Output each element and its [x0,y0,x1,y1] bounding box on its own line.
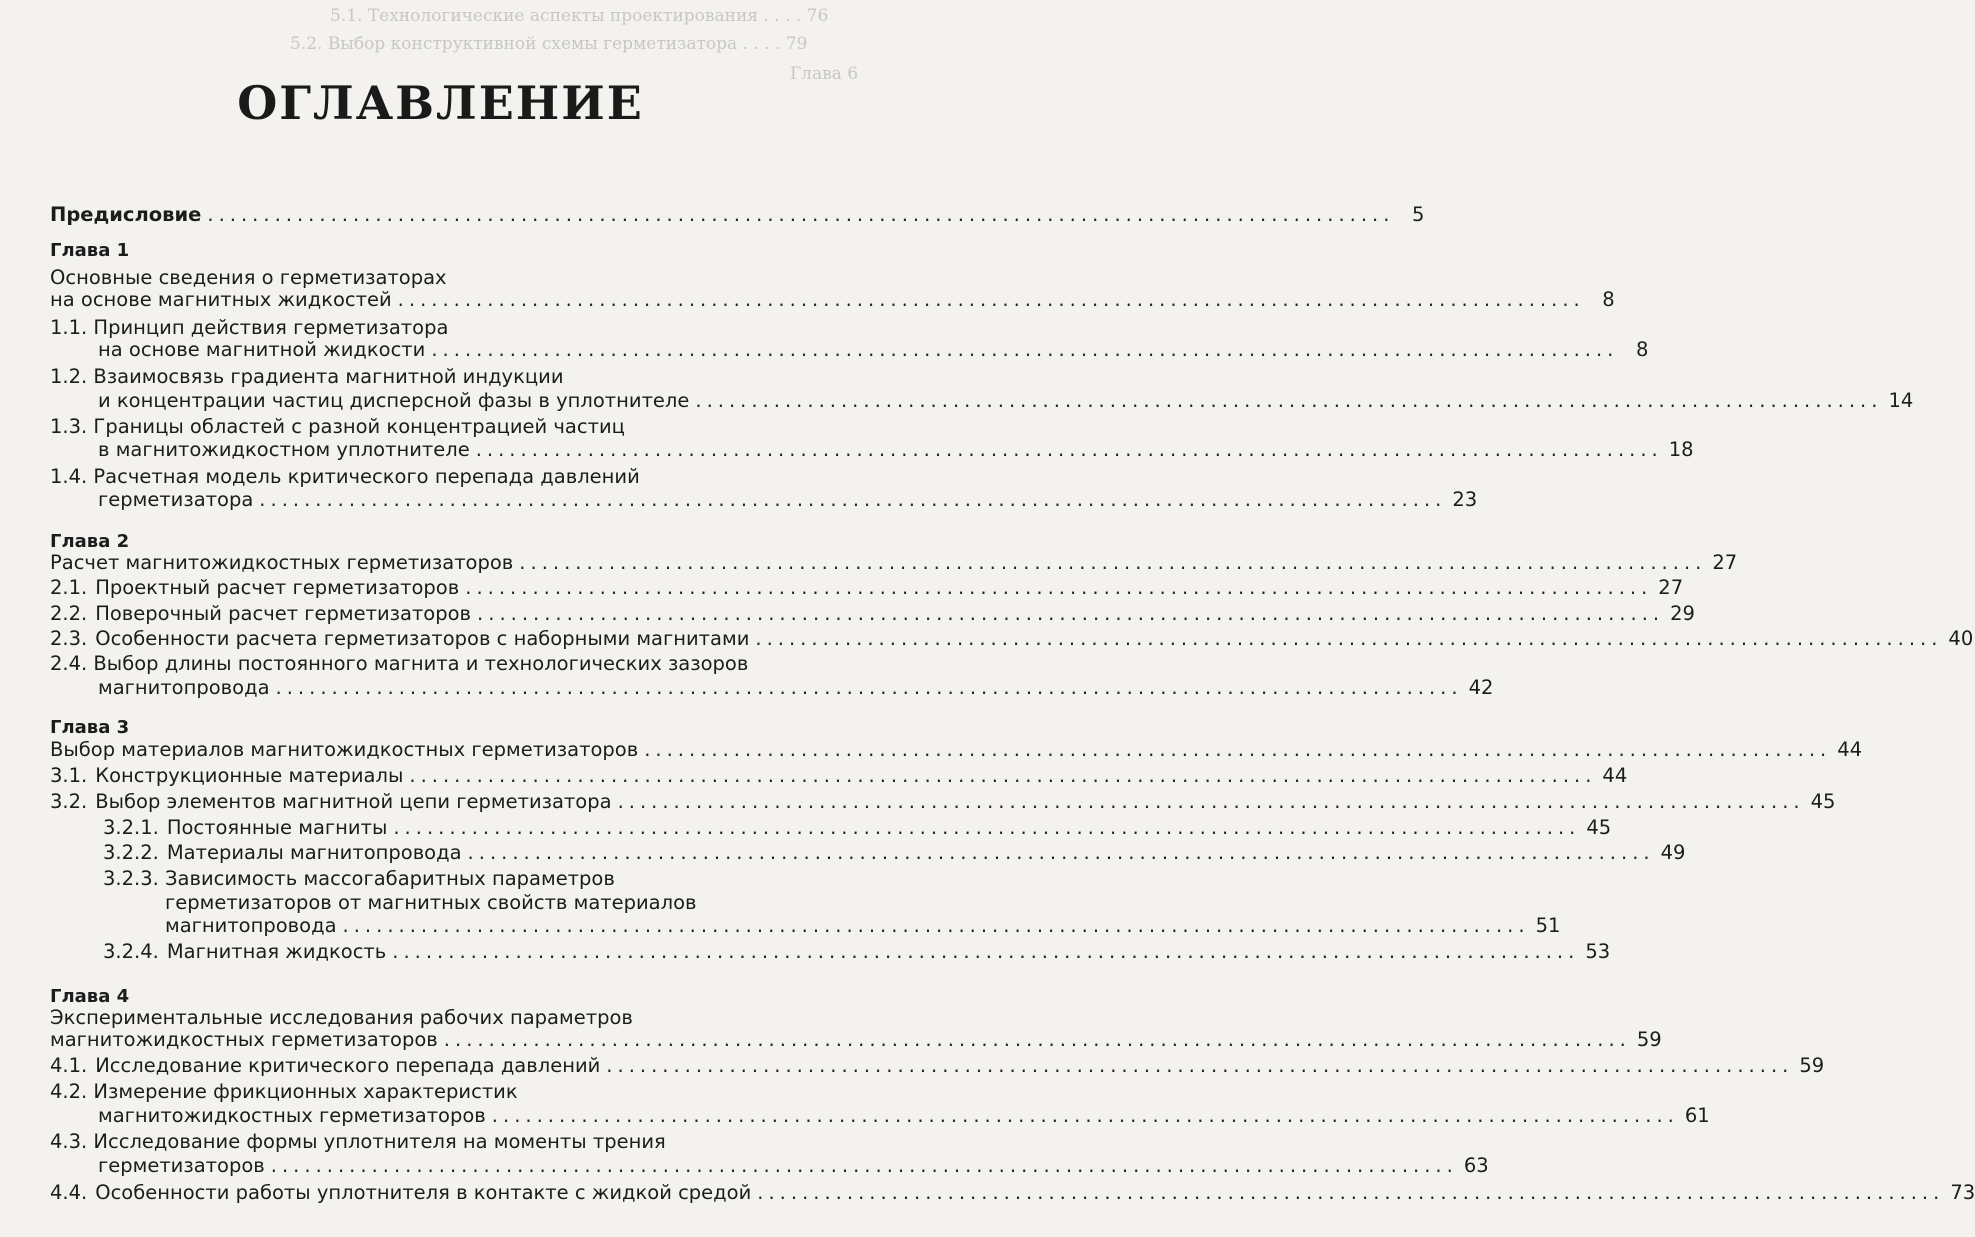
toc-entry-4-1[interactable] [50,1053,1825,1079]
chapter-heading: Глава 1 [50,240,130,261]
page-number: 49 [1660,841,1686,864]
chapter-title: Экспериментальные исследования рабочих параметров [50,1006,633,1029]
section-number: 3.2.3. [103,867,159,890]
toc-entry-chapter-1[interactable] [50,287,1615,313]
toc-entry-1-1-cont[interactable] [98,337,1649,363]
page-number: 45 [1586,816,1612,839]
page-number: 27 [1658,576,1684,599]
section-number: 1.2. [50,365,88,388]
section-number: 3.2.1. [103,816,159,839]
toc-entry-chapter-2[interactable] [50,550,1738,576]
page-number: 44 [1837,738,1863,761]
page-number: 8 [1602,288,1615,311]
section-number: 4.3. [50,1130,88,1153]
entry-title: магнитопровода [98,676,270,699]
page-number: 29 [1670,602,1695,625]
leader-dots: .......................................................................................................... [270,1154,1458,1177]
toc-entry-2-3[interactable] [50,626,1974,652]
toc-entry-1-2-cont[interactable] [98,388,1914,414]
page-number: 59 [1636,1028,1662,1051]
bleed-through-line: 5.1. Технологические аспекты проектирования . . . . 76 [330,6,829,26]
entry-title: Поверочный расчет герметизаторов [95,602,472,625]
entry-title: магнитожидкостных герметизаторов [50,1028,438,1051]
leader-dots: .......................................................................................................... [207,203,1395,226]
leader-dots: .......................................................................................................... [443,1028,1631,1051]
toc-entry-2-1[interactable] [50,575,1684,601]
entry-title: Постоянные магниты [166,816,388,839]
section-number: 2.4. [50,652,88,675]
toc-entry-2-4[interactable] [50,651,748,677]
leader-dots: .......................................................................................................... [467,841,1655,864]
page-number: 63 [1463,1154,1489,1177]
leader-dots: .......................................................................................................... [465,576,1653,599]
entry-title: Особенности работы уплотнителя в контакте с жидкой средой [95,1181,752,1204]
entry-title: Проектный расчет герметизаторов [95,576,460,599]
section-number: 3.1. [50,764,88,787]
page-number: 53 [1585,940,1611,963]
entry-title: на основе магнитных жидкостей [50,288,392,311]
section-number: 1.1. [50,316,88,339]
entry-title: Исследование критического перепада давлений [95,1054,601,1077]
leader-dots: .......................................................................................................... [519,551,1707,574]
page-number: 59 [1799,1054,1825,1077]
entry-title: и концентрации частиц дисперсной фазы в уплотнителе [98,389,690,412]
page-number: 8 [1635,338,1649,361]
leader-dots: .......................................................................................................... [342,914,1530,937]
entry-title: Принцип действия герметизатора [93,316,449,339]
entry-title: Материалы магнитопровода [166,841,462,864]
entry-title: Границы областей с разной концентрацией частиц [93,415,625,438]
leader-dots: .......................................................................................................... [695,389,1883,412]
leader-dots: .......................................................................................................... [259,488,1447,511]
page-number: 73 [1950,1181,1975,1204]
page-number: 18 [1668,438,1694,461]
entry-title: Зависимость массогабаритных параметров [165,867,615,890]
section-number: 4.1. [50,1054,88,1077]
page-number: 42 [1468,676,1494,699]
entry-title: Взаимосвязь градиента магнитной индукции [93,365,564,388]
page-number: 14 [1888,389,1914,412]
entry-title: Конструкционные материалы [95,764,404,787]
leader-dots: .......................................................................................................... [409,764,1597,787]
entry-title: магнитопровода [165,914,337,937]
section-number: 3.2.4. [103,940,159,963]
toc-entry-3-2-3[interactable] [103,866,615,892]
entry-title: Выбор длины постоянного магнита и технологических зазоров [93,652,749,675]
section-number: 4.4. [50,1181,88,1204]
entry-title: герметизатора [98,488,254,511]
page-number: 40 [1948,627,1974,650]
entry-title: на основе магнитной жидкости [98,338,426,361]
bleed-through-line: 5.2. Выбор конструктивной схемы герметизатора . . . . 79 [290,34,808,54]
entry-title: Магнитная жидкость [166,940,387,963]
page-number: 61 [1684,1104,1710,1127]
toc-entry-chapter-3[interactable] [50,737,1863,763]
toc-entry-1-2[interactable] [50,364,564,390]
toc-entry-2-2[interactable] [50,601,1695,627]
page-number: 27 [1712,551,1738,574]
toc-entry-3-2-4[interactable] [103,939,1611,965]
leader-dots: .......................................................................................................... [431,338,1619,361]
leader-dots: .......................................................................................................... [757,1181,1945,1204]
toc-entry-3-2[interactable] [50,789,1836,815]
toc-entry-3-2-1[interactable] [103,815,1612,841]
entry-title: Измерение фрикционных характеристик [93,1080,518,1103]
page-number: 51 [1535,914,1561,937]
entry-title: магнитожидкостных герметизаторов [98,1104,486,1127]
entry-title: Выбор элементов магнитной цепи герметизатора [95,790,612,813]
page-number: 23 [1452,488,1478,511]
leader-dots: .......................................................................................................... [755,627,1943,650]
toc-entry-4-3-cont[interactable] [98,1153,1489,1179]
entry-title: Предисловие [50,203,202,226]
toc-entry-1-4-cont[interactable] [98,487,1478,513]
page-number: 44 [1602,764,1628,787]
page-number: 5 [1412,203,1425,226]
toc-entry-3-1[interactable] [50,763,1628,789]
leader-dots: .......................................................................................................... [475,438,1663,461]
toc-entry-4-3[interactable] [50,1129,666,1155]
entry-title: Выбор материалов магнитожидкостных герметизаторов [50,738,639,761]
bleed-through-line: Глава 6 [790,64,859,84]
section-number: 3.2.2. [103,841,159,864]
chapter-heading: Глава 2 [50,531,130,552]
entry-title: герметизаторов [98,1154,265,1177]
page-title: ОГЛАВЛЕНИЕ [237,76,644,130]
leader-dots: .......................................................................................................... [393,816,1581,839]
leader-dots: .......................................................................................................... [397,288,1585,311]
page-number: 45 [1810,790,1836,813]
section-number: 4.2. [50,1080,88,1103]
leader-dots: .......................................................................................................... [392,940,1580,963]
chapter-heading: Глава 3 [50,717,130,738]
entry-title: Расчетная модель критического перепада давлений [93,465,640,488]
toc-entry-2-4-cont[interactable] [98,675,1494,701]
entry-title: Особенности расчета герметизаторов с наборными магнитами [95,627,750,650]
toc-entry-preface[interactable] [50,202,1425,228]
entry-title: Расчет магнитожидкостных герметизаторов [50,551,514,574]
entry-title: в магнитожидкостном уплотнителе [98,438,470,461]
section-number: 2.1. [50,576,88,599]
toc-entry-1-3-cont[interactable] [98,437,1694,463]
toc-entry-4-2-cont[interactable] [98,1103,1710,1129]
leader-dots: .......................................................................................................... [617,790,1805,813]
toc-entry-chapter-4[interactable] [50,1027,1662,1053]
leader-dots: .......................................................................................................... [606,1054,1794,1077]
chapter-title: Основные сведения о герметизаторах [50,266,447,289]
leader-dots: .......................................................................................................... [644,738,1832,761]
leader-dots: .......................................................................................................... [491,1104,1679,1127]
section-number: 1.3. [50,415,88,438]
leader-dots: .......................................................................................................... [275,676,1463,699]
leader-dots: .......................................................................................................... [477,602,1665,625]
toc-entry-3-2-3-cont[interactable] [165,913,1561,939]
section-number: 1.4. [50,465,88,488]
entry-title: Исследование формы уплотнителя на моменты трения [93,1130,666,1153]
section-number: 3.2. [50,790,88,813]
toc-entry-3-2-3-cont: герметизаторов от магнитных свойств материалов [165,891,697,914]
chapter-heading: Глава 4 [50,986,130,1007]
toc-entry-4-4[interactable] [50,1180,1975,1206]
section-number: 2.3. [50,627,88,650]
section-number: 2.2. [50,602,88,625]
toc-entry-4-2[interactable] [50,1079,518,1105]
toc-entry-3-2-2[interactable] [103,840,1686,866]
